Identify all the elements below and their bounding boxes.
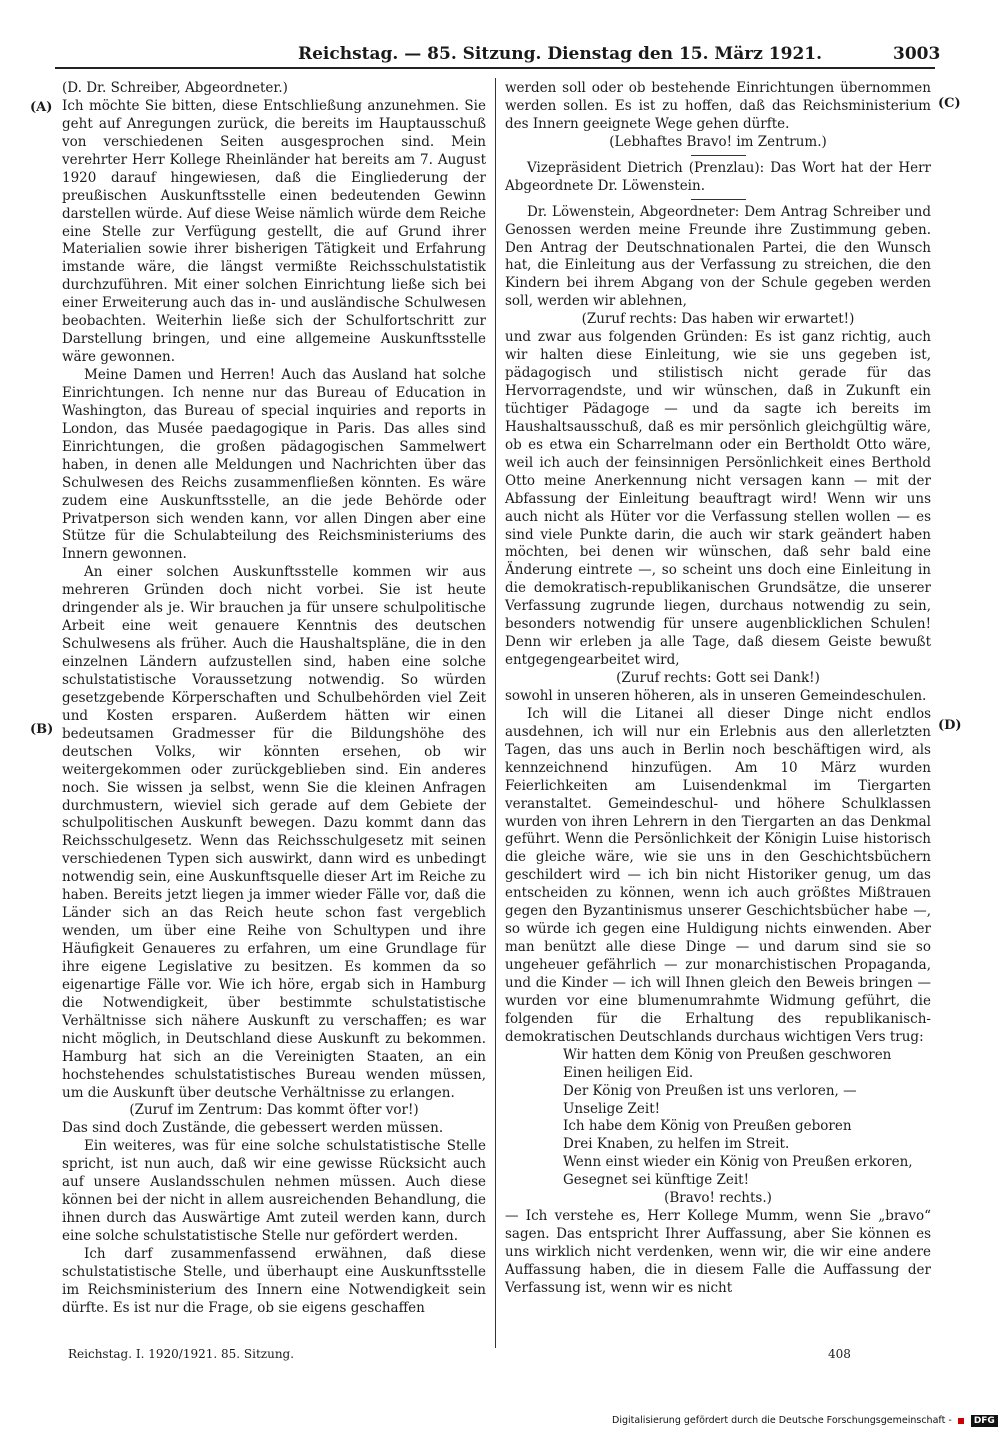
dfg-bullet-icon [958,1418,964,1424]
verse-line: Einen heiligen Eid. [563,1064,694,1081]
interjection: (Zuruf im Zentrum: Das kommt öfter vor!) [129,1102,419,1119]
footer-sheet-number: 408 [828,1347,851,1361]
page-number: 3003 [893,44,941,64]
paragraph: und zwar aus folgenden Gründen: Es ist ganz richtig, auch wir halten diese Einleitung, wie sie uns gegeben ist, pädagogisch und stilistisch nicht gerade für das Hervorragendste, und wir wünschen, daß in Zukunft ein tüchtiger Pädagoge — und da sagte ich bereits im Haushaltsausschuß, daß es mir persönlich gleichgültig wäre, ob es etwa ein Scharrelmann oder ein Bertholdt Otto wäre, weil ich auch der feinsinnigen Persönlichkeit eines Berthold Otto meine Anerkennung nicht versagen kann — mit der Abfassung der Einleitung beauftragt wird! Wenn wir uns auch nicht als Hüter vor die Verfassung stellen wollen — es sind viele Punkte darin, die auch wir stark geändert haben möchten, bei denen wir wünschen, daß sehr bald eine Änderung eintrete —, so scheint uns doch eine Einleitung in die demokratisch-republikanischen Grundsätze, die unserer Verfassung zugrunde liegen, durchaus notwendig zu sein, besonders notwendig für unsere augenblicklichen Schulen! Denn wir erleben ja alle Tage, daß diesem Geiste bewußt entgegengearbeitet wird, [505,329,931,669]
paragraph: An einer solchen Auskunftsstelle kommen wir aus mehreren Gründen doch nicht vorbei. Sie ist heute dringender als je. Wir brauchen ja für unsere schulpolitische Arbeit eine weit genauere Kenntnis des deutschen Schulwesens als früher. Auch die Haushaltspläne, die in den einzelnen Ländern aufzustellen sind, haben eine solche schulstatistische Voraussetzung notwendig. So würden gesetzgebende Körperschaften und Schulbehörden viel Zeit und Kosten ersparen. Außerdem hätten wir einen bedeutsamen Gradmesser für die Bildungshöhe des deutschen Volks, wir könnten ersehen, ob wir weitergekommen oder zurückgeblieben sind. Ein anderes noch. Sie wissen ja selbst, wenn Sie die kleinen Anfragen durchmustern, wieviel sich gerade auf dem Gebiete der schulpolitischen Auskunft bewegen. Dazu kommt dann das Reichsschulgesetz. Wenn das Reichsschulgesetz mit seinen verschiedenen Typen sich auswirkt, dann wird es unbedingt notwendig sein, eine Auskunftsquelle dieser Art im Reiche zu haben. Bereits jetzt liegen ja immer wieder Fälle vor, daß die Länder sich an das Reich heute schon fast vergeblich wenden, um über eine Reihe von Schultypen und ihre Häufigkeit Genaueres zu erfahren, um eine Grundlage für ihre eigene Legislative zu besitzen. Es kommen da so eigenartige Fälle vor. Wie ich höre, ergab sich in Hamburg die Notwendigkeit, über bestimmte schulstatistische Verhältnisse sich nähere Auskunft zu verschaffen; es war nicht möglich, in Deutschland diese Auskunft zu bekommen. Hamburg hat sich an die Vereinigten Staaten, an ein hochstehendes schulstatistisches Bureau wenden müssen, um die Auskunft über deutsche Verhältnisse zu erlangen. [62,564,486,1101]
left-column [62,80,486,1318]
dfg-logo-icon: DFG [971,1415,998,1427]
paragraph: sowohl in unseren höheren, als in unseren Gemeindeschulen. [505,687,927,704]
paragraph: Meine Damen und Herren! Auch das Ausland hat solche Einrichtungen. Ich nenne nur das Bureau of Education in Washington, das Bureau of special inquiries and reports in London, das Musée paedagogique in Paris. Das alles sind Einrichtungen, die großen pädagogischen Sammelwert haben, in denen alle Meldungen und Nachrichten über das Schulwesen des Reichs zusammenfließen könnten. Es wäre zudem eine Auskunftsstelle, an die jede Behörde oder Privatperson sich wenden kann, vor allen Dingen aber eine Stütze für die Schulabteilung des Reichsministeriums des Innern gewonnen. [62,367,486,563]
section-separator [691,199,746,200]
verse-line: Der König von Preußen ist uns verloren, — [563,1082,857,1099]
verse-block [505,1047,931,1191]
column-divider [495,78,496,1348]
paragraph: Das sind doch Zustände, die gebessert werden müssen. [62,1120,444,1137]
digitization-credit [612,1415,998,1427]
speaker-attribution: (D. Dr. Schreiber, Abgeordneter.) [62,80,288,96]
digitization-text: Digitalisierung gefördert durch die Deutsche Forschungsgemeinschaft - [612,1415,952,1426]
page-header: Reichstag. — 85. Sitzung. Dienstag den 15. März 1921. [297,44,823,64]
interjection: (Zuruf rechts: Gott sei Dank!) [616,670,820,686]
paragraph: werden soll oder ob bestehende Einrichtungen übernommen werden sollen. Es ist zu hoffen, daß das Reichsministerium des Innern geeignete Wege gehen dürfte. [505,80,931,132]
verse-line: Drei Knaben, zu helfen im Streit. [563,1136,790,1153]
vice-president-statement: Vizepräsident Dietrich (Prenzlau): Das Wort hat der Herr Abgeordnete Dr. Löwenstein. [505,159,931,194]
paragraph: Ich darf zusammenfassend erwähnen, daß diese schulstatistische Stelle, und überhaupt eine Auskunftsstelle im Reichsministerium des Innern eine Notwendigkeit sein dürfte. Es ist nur die Frage, ob sie eigens geschaffen [62,1245,486,1316]
paragraph: Ich will die Litanei all dieser Dinge nicht endlos ausdehnen, ich will nur ein Erlebnis aus den allerletzten Tagen, das uns auch in Berlin noch beschäftigen wird, als kennzeichnend hinzufügen. Am 10 März wurden Feierlichkeiten am Luisendenkmal im Tiergarten veranstaltet. Gemeindeschul- und höhere Schulklassen wurden von ihren Lehrern in den Tiergarten an das Denkmal geführt. Wenn die Persönlichkeit der Königin Luise historisch die gleiche wäre, wie sie uns in den Geschichtsbüchern geschildert wird — ich bin nicht Historiker genug, um das entscheiden zu können, wenn ich auch größtes Mißtrauen gegen den Byzantinismus unserer Geschichtsbücher habe —, so würde ich gegen eine Huldigung nichts einwenden. Aber man benützt alle diese Dinge — und darum sind sie so ungeheuer gefährlich — zur monarchistischen Propaganda, und die Kinder — ich will Ihnen gleich den Beweis bringen — wurden vor eine blumenumrahmte Widmung geführt, die folgenden für die Erhaltung des republikanisch-demokratischen Deutschlands durchaus wichtigen Vers trug: [505,705,931,1045]
margin-marker-d: (D) [938,718,962,733]
verse-line: Gesegnet sei künftige Zeit! [563,1172,750,1189]
margin-marker-b: (B) [30,722,54,737]
interjection: (Lebhaftes Bravo! im Zentrum.) [609,133,827,150]
verse-line: Wenn einst wieder ein König von Preußen erkoren, [563,1154,913,1171]
interjection: (Bravo! rechts.) [664,1190,772,1207]
right-column [505,80,931,1298]
verse-line: Wir hatten dem König von Preußen geschworen [563,1046,892,1063]
verse-line: Ich habe dem König von Preußen geboren [563,1118,852,1135]
paragraph: Ein weiteres, was für eine solche schulstatistische Stelle spricht, ist nun auch, daß wir eine gewisse Rücksicht auch auf unsere Auslandsschulen nehmen müssen. Auch diese können bei der nicht in allem ausreichenden Behandlung, die ihnen durch das Auswärtige Amt zuteil werden kann, durch eine solche schulstatistische Stelle nur gefördert werden. [62,1138,486,1244]
speech-intro: Dr. Löwenstein, Abgeordneter: Dem Antrag Schreiber und Genossen werden meine Freunde ihre Zustimmung geben. Den Antrag der Deutschnationalen Partei, die den Wunsch hat, die Einleitung aus der Verfassung zu streichen, die den Kindern bei ihrem Abgang von der Schule gegeben werden soll, werden wir ablehnen, [505,203,931,310]
section-separator [691,155,746,156]
verse-line: Unselige Zeit! [563,1100,661,1117]
interjection: (Zuruf rechts: Das haben wir erwartet!) [581,311,855,328]
paragraph: — Ich verstehe es, Herr Kollege Mumm, wenn Sie „bravo“ sagen. Das entspricht Ihrer Auffassung, aber Sie können es uns wirklich nicht verdenken, wenn wir, die wir eine andere Auffassung haben, die in diesem Falle die Auffassung der Verfassung ist, wenn wir es nicht [505,1208,931,1296]
margin-marker-a: (A) [30,100,53,115]
paragraph: Ich möchte Sie bitten, diese Entschließung anzunehmen. Sie geht auf Anregungen zurück, die bereits im Hauptausschuß von verschiedenen Seiten ausgesprochen sind. Mein verehrter Herr Kollege Rheinländer hat bereits am 7. August 1920 darauf hingewiesen, daß die Eingliederung der preußischen Auskunftsstelle einen bedeutenden Gewinn darstellen würde. Auf diese Weise nämlich würde dem Reiche eine Stelle zur Verfügung gestellt, die auf Grund ihrer Materialien sowie ihrer bisherigen Tätigkeit und Erfahrung imstande wäre, die längst vermißte Reichsschulstatistik durchzuführen. Mit einer solchen Einrichtung ließe sich bei einer Erweiterung auch das in- und ausländische Schulwesen beobachten. Weiterhin ließe sich der Schulfortschritt zur Darstellung bringen, und eine allgemeine Auskunftsstelle wäre gewonnen. [62,97,486,366]
footer-session-info: Reichstag. I. 1920/1921. 85. Sitzung. [68,1347,295,1361]
header-rule [55,67,935,69]
margin-marker-c: (C) [938,96,961,111]
